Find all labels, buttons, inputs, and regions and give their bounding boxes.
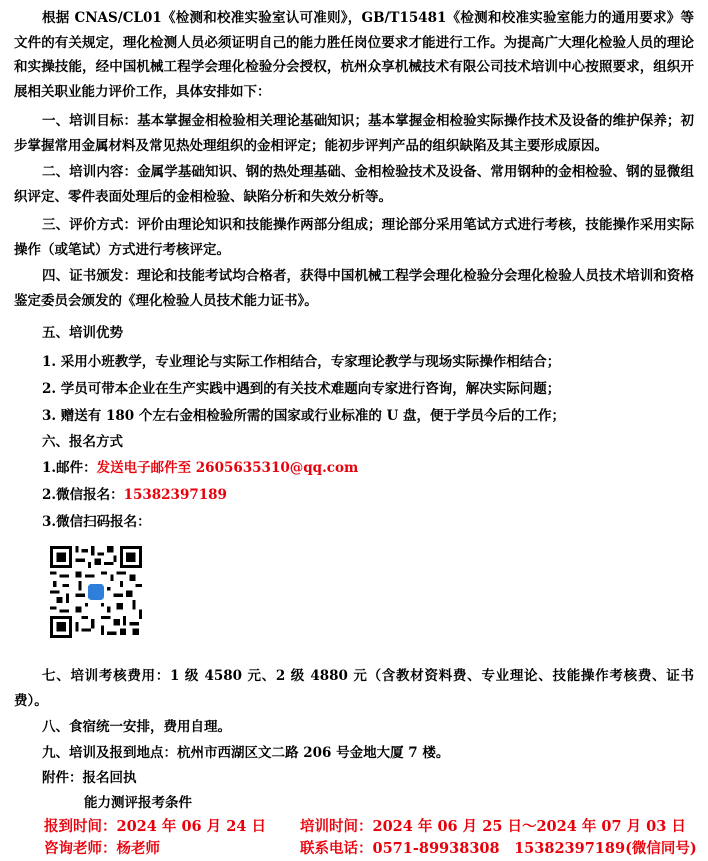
report-time: 报到时间：2024 年 06 月 24 日: [44, 818, 266, 835]
wechat-qr-code[interactable]: [50, 546, 142, 638]
training-time: 培训时间：2024 年 06 月 25 日～2024 年 07 月 03 日: [300, 818, 686, 835]
advantage-item: 1. 采用小班教学，专业理论与实际工作相结合，专家理论教学与现场实际操作相结合；: [42, 354, 561, 370]
footer-times-row: [44, 816, 686, 838]
attachment-label: 附件：报名回执: [42, 770, 137, 786]
consult-teacher: 咨询老师：杨老师: [44, 840, 160, 857]
section-training-goal: 一、培训目标：基本掌握金相检验相关理论基础知识；基本掌握金相检验实际操作技术及设备的维护保养；初步掌握常用金属材料及常见热处理组织的金相评定；能初步评判产品的组织缺陷及其主要形成原因。: [14, 113, 694, 154]
signup-wechat-number: 15382397189: [123, 487, 227, 503]
contact-phone: 联系电话：0571-89938308 15382397189(微信同号): [300, 840, 697, 857]
section-fees: 七、培训考核费用：1 级 4580 元、2 级 4880 元（含教材资料费、专业理论、技能操作考核费、证书费）。: [14, 668, 694, 709]
advantage-item: 3. 赠送有 180 个左右金相检验所需的国家或行业标准的 U 盘，便于学员今后的工作；: [42, 408, 566, 424]
footer-contact-row: [44, 838, 697, 860]
attachment-item[interactable]: 能力测评报考条件: [84, 795, 192, 811]
advantage-item: 2. 学员可带本企业在生产实践中遇到的有关技术难题向专家进行咨询，解决实际问题；: [42, 381, 561, 397]
section-location: 九、培训及报到地点：杭州市西湖区文二路 206 号金地大厦 7 楼。: [42, 745, 450, 761]
signup-email-label: 1.邮件：: [42, 460, 97, 476]
signup-email-link[interactable]: 发送电子邮件至 2605635310@qq.com: [96, 460, 359, 476]
signup-wechat-line: [42, 484, 698, 507]
signup-scan-label: 3.微信扫码报名：: [42, 514, 151, 530]
signup-wechat-label: 2.微信报名：: [42, 487, 124, 503]
section-certificate: 四、证书颁发：理论和技能考试均合格者，获得中国机械工程学会理化检验分会理化检验人员技术培训和资格鉴定委员会颁发的《理化检验人员技术能力证书》。: [14, 268, 694, 309]
intro-paragraph: 根据 CNAS/CL01《检测和校准实验室认可准则》，GB/T15481《检测和校准实验室能力的通用要求》等文件的有关规定，理化检测人员必须证明自己的能力胜任岗位要求才能进行工作。为提高广大理化检验人员的理论和实操技能，经中国机械工程学会理化检验分会授权，杭州众享机械技术有限公司技术培训中心按照要求，组织开展相关职业能力评价工作，具体安排如下：: [14, 10, 694, 100]
section-training-content: 二、培训内容：金属学基础知识、钢的热处理基础、金相检验技术及设备、常用钢种的金相检验、钢的显微组织评定、零件表面处理后的金相检验、缺陷分析和失效分析等。: [14, 164, 694, 205]
section-evaluation-method: 三、评价方式：评价由理论知识和技能操作两部分组成；理论部分采用笔试方式进行考核，技能操作采用实际操作（或笔试）方式进行考核评定。: [14, 217, 694, 258]
signup-email-line: [42, 457, 698, 480]
section-signup-title: 六、报名方式: [42, 434, 123, 450]
section-accommodation: 八、食宿统一安排，费用自理。: [42, 719, 231, 735]
section-advantages-title: 五、培训优势: [42, 325, 123, 341]
